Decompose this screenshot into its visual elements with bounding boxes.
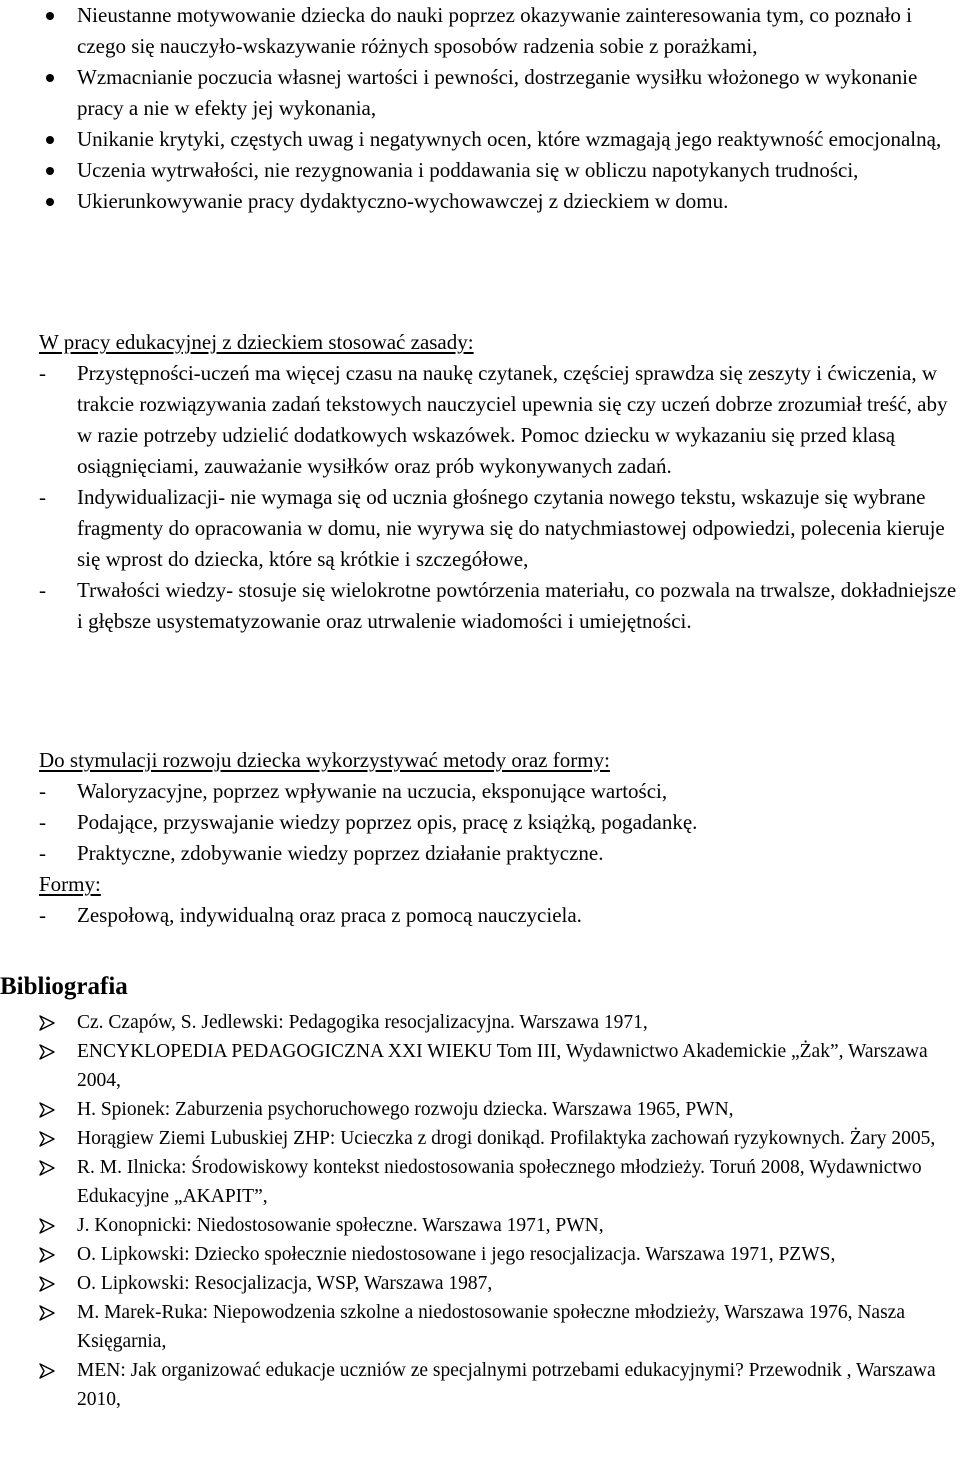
formy-heading: Formy: (39, 872, 101, 896)
bullet-icon (46, 12, 54, 20)
dash-marker: - (39, 779, 46, 803)
dash-marker: - (39, 361, 46, 385)
list-item-text: Przystępności-uczeń ma więcej czasu na naukę czytanek, częściej sprawdza się zeszyty i ćwiczenia, w trakcie rozwiązywania zadań tekstowych nauczyciel upewnia się czy uczeń dobrze zrozumiał treść, aby w razie potrzeby udzielić dodatkowych wskazówek. Pomoc dziecku w wykazaniu się przed klasą osiągnięciami, zauważanie wysiłków oraz prób wykonywanych zadań. (77, 361, 948, 478)
bibliography-item (0, 1037, 960, 1095)
arrowhead-bullet-icon (38, 1044, 56, 1060)
bibliography-item-text: R. M. Ilnicka: Środowiskowy kontekst niedostosowania społecznego młodzieży. Toruń 2008, Wydawnictwo Edukacyjne „AKAPIT”, (77, 1157, 922, 1207)
list-item-text: Waloryzacyjne, poprzez wpływanie na uczucia, eksponujące wartości, (77, 779, 668, 803)
zasady-heading: W pracy edukacyjnej z dzieckiem stosować zasady: (39, 330, 474, 354)
arrowhead-bullet-icon (38, 1015, 56, 1031)
bullet-icon (46, 136, 54, 144)
bibliography-item (0, 1211, 960, 1240)
bibliography-item-text: Cz. Czapów, S. Jedlewski: Pedagogika resocjalizacyjna. Warszawa 1971, (77, 1012, 648, 1033)
list-item (0, 838, 960, 869)
bibliography-item (0, 1153, 960, 1211)
formy-list (0, 900, 960, 931)
bibliography-item-text: ENCYKLOPEDIA PEDAGOGICZNA XXI WIEKU Tom III, Wydawnictwo Akademickie „Żak”, Warszawa 2004, (77, 1041, 928, 1091)
list-item (0, 900, 960, 931)
list-item (0, 807, 960, 838)
bullet-icon (46, 167, 54, 175)
list-item-text: Unikanie krytyki, częstych uwag i negatywnych ocen, które wzmagają jego reaktywność emocjonalną, (77, 127, 942, 151)
arrowhead-bullet-icon (38, 1218, 56, 1234)
bullet-list (0, 0, 960, 217)
bibliography-item (0, 1095, 960, 1124)
list-item-text: Trwałości wiedzy- stosuje się wielokrotne powtórzenia materiału, co pozwala na trwalsze, dokładniejsze i głębsze usystematyzowanie oraz utrwalenie wiadomości i umiejętności. (77, 578, 957, 633)
list-item (0, 155, 960, 186)
bibliography-item-text: J. Konopnicki: Niedostosowanie społeczne. Warszawa 1971, PWN, (77, 1215, 604, 1236)
metody-section (0, 745, 960, 931)
zasady-list (0, 358, 960, 637)
arrowhead-bullet-icon (38, 1102, 56, 1118)
bullet-icon (46, 74, 54, 82)
bibliography-title: Bibliografia (0, 973, 128, 1000)
list-item (0, 62, 960, 124)
bibliography-item-text: O. Lipkowski: Resocjalizacja, WSP, Warszawa 1987, (77, 1273, 493, 1294)
metody-heading: Do stymulacji rozwoju dziecka wykorzystywać metody oraz formy: (39, 748, 610, 772)
zasady-section (0, 327, 960, 637)
bibliography-item-text: H. Spionek: Zaburzenia psychoruchowego rozwoju dziecka. Warszawa 1965, PWN, (77, 1099, 734, 1120)
list-item-text: Wzmacnianie poczucia własnej wartości i pewności, dostrzeganie wysiłku włożonego w wykonanie pracy a nie w efekty jej wykonania, (77, 65, 918, 120)
list-item-text: Indywidualizacji- nie wymaga się od ucznia głośnego czytania nowego tekstu, wskazuje się wybrane fragmenty do opracowania w domu, nie wyrywa się do natychmiastowej odpowiedzi, polecenia kieruje się wprost do dziecka, które są krótkie i szczegółowe, (77, 485, 945, 571)
bibliography-list (0, 1008, 960, 1414)
bullet-icon (46, 198, 54, 206)
list-item (0, 0, 960, 62)
list-item-text: Ukierunkowywanie pracy dydaktyczno-wychowawczej z dzieckiem w domu. (77, 189, 729, 213)
list-item-text: Uczenia wytrwałości, nie rezygnowania i poddawania się w obliczu napotykanych trudności, (77, 158, 859, 182)
bibliography-item-text: Horągiew Ziemi Lubuskiej ZHP: Ucieczka z drogi donikąd. Profilaktyka zachowań ryzykownych. Żary 2005, (77, 1128, 936, 1149)
bibliography-item-text: MEN: Jak organizować edukacje uczniów ze specjalnymi potrzebami edukacyjnymi? Przewodnik , Warszawa 2010, (77, 1360, 936, 1410)
bibliography-item-text: O. Lipkowski: Dziecko społecznie niedostosowane i jego resocjalizacja. Warszawa 1971, PZWS, (77, 1244, 836, 1265)
list-item (0, 776, 960, 807)
dash-marker: - (39, 841, 46, 865)
list-item-text: Praktyczne, zdobywanie wiedzy poprzez działanie praktyczne. (77, 841, 604, 865)
arrowhead-bullet-icon (38, 1131, 56, 1147)
metody-list (0, 776, 960, 869)
list-item-text: Podające, przyswajanie wiedzy poprzez opis, pracę z książką, pogadankę. (77, 810, 698, 834)
list-item-text: Zespołową, indywidualną oraz praca z pomocą nauczyciela. (77, 903, 582, 927)
arrowhead-bullet-icon (38, 1276, 56, 1292)
arrowhead-bullet-icon (38, 1363, 56, 1379)
list-item (0, 482, 960, 575)
arrowhead-bullet-icon (38, 1247, 56, 1263)
bibliography-item (0, 1269, 960, 1298)
bibliography-item-text: M. Marek-Ruka: Niepowodzenia szkolne a niedostosowanie społeczne młodzieży, Warszawa 1976, Nasza Księgarnia, (77, 1302, 905, 1352)
list-item (0, 124, 960, 155)
bibliography-item (0, 1240, 960, 1269)
dash-marker: - (39, 578, 46, 602)
list-item (0, 186, 960, 217)
dash-marker: - (39, 903, 46, 927)
arrowhead-bullet-icon (38, 1305, 56, 1321)
dash-marker: - (39, 485, 46, 509)
arrowhead-bullet-icon (38, 1160, 56, 1176)
list-item-text: Nieustanne motywowanie dziecka do nauki poprzez okazywanie zainteresowania tym, co poznało i czego się nauczyło-wskazywanie różnych sposobów radzenia sobie z porażkami, (77, 3, 913, 58)
dash-marker: - (39, 810, 46, 834)
bibliography-item (0, 1124, 960, 1153)
bibliography-item (0, 1298, 960, 1356)
bibliography-item (0, 1356, 960, 1414)
list-item (0, 358, 960, 482)
list-item (0, 575, 960, 637)
bibliography-item (0, 1008, 960, 1037)
